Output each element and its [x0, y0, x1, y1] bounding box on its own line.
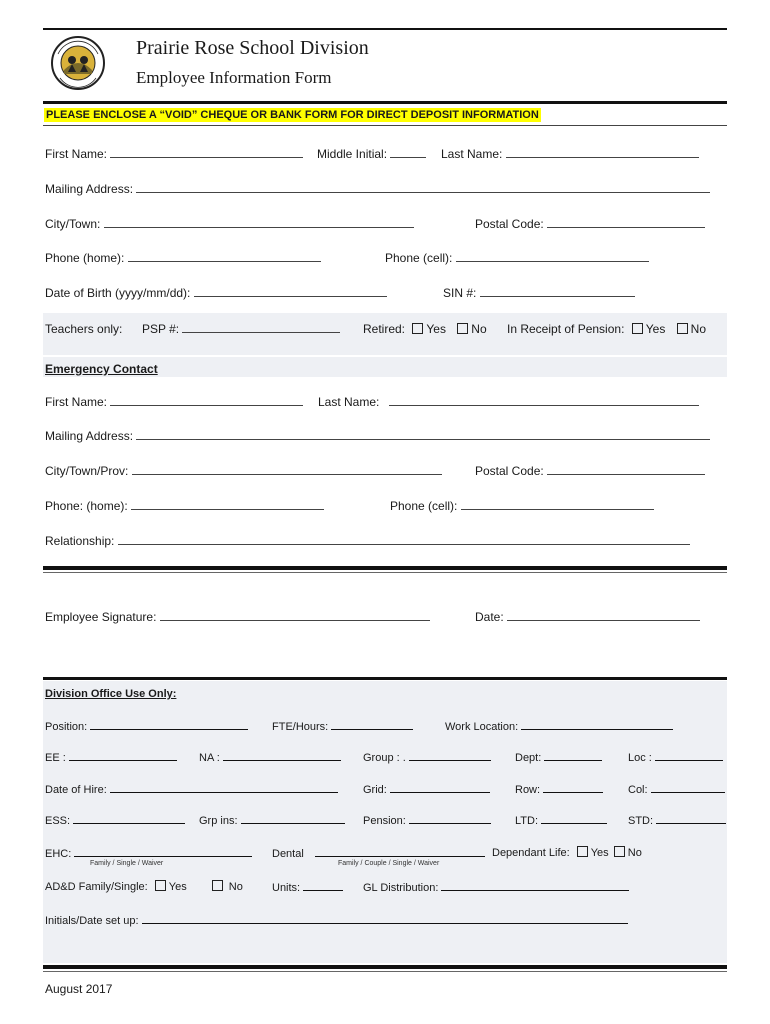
postal-code-field[interactable] [475, 217, 705, 231]
office-position-label: Position: [45, 721, 88, 733]
office-dental-hint: Family / Couple / Single / Waiver [338, 860, 440, 867]
office-pension-input[interactable] [409, 813, 491, 824]
office-ltd-label: LTD: [515, 815, 539, 827]
signature-date-label: Date: [475, 610, 504, 624]
ec-first-name-label: First Name: [45, 395, 108, 409]
office-col-label: Col: [628, 784, 648, 796]
first-name-input[interactable] [110, 147, 303, 158]
phone-cell-label: Phone (cell): [385, 251, 453, 265]
emergency-contact-heading: Emergency Contact [45, 362, 158, 376]
ec-postal-code-label: Postal Code: [475, 464, 544, 478]
office-hire-date-input[interactable] [110, 782, 338, 793]
office-rule [43, 677, 727, 680]
pension-receipt-label: In Receipt of Pension: [507, 322, 625, 336]
pension-receipt-field [507, 322, 706, 336]
office-loc-label: Loc : [628, 752, 652, 764]
first-name-label: First Name: [45, 147, 108, 161]
last-name-label: Last Name: [441, 147, 503, 161]
office-ee-input[interactable] [69, 750, 177, 761]
office-col-input[interactable] [651, 782, 725, 793]
retired-no-checkbox[interactable] [457, 323, 468, 334]
pension-no-checkbox[interactable] [677, 323, 688, 334]
ec-relationship-label: Relationship: [45, 534, 115, 548]
ec-phone-cell-input[interactable] [461, 499, 654, 510]
city-town-label: City/Town: [45, 217, 101, 231]
bottom-rule-thin [43, 971, 727, 972]
office-hire-date-label: Date of Hire: [45, 784, 107, 796]
signature-divider-thin [43, 572, 727, 573]
office-add-field [45, 880, 243, 893]
office-dental-input[interactable] [315, 846, 485, 857]
office-heading: Division Office Use Only: [45, 688, 177, 700]
office-ee-label: EE : [45, 752, 66, 764]
bottom-rule [43, 965, 727, 969]
office-std-label: STD: [628, 815, 654, 827]
office-ehc-input[interactable] [74, 846, 252, 857]
office-dependant-life-label: Dependant Life: [492, 847, 570, 859]
office-ess-field[interactable] [45, 813, 185, 827]
office-dental-label: Dental [272, 848, 304, 860]
office-grid-field[interactable] [363, 782, 490, 796]
signature-divider [43, 566, 727, 570]
ec-last-name-label: Last Name: [318, 395, 380, 409]
employee-signature-label: Employee Signature: [45, 610, 157, 624]
ec-city-input[interactable] [132, 464, 442, 475]
signature-date-field[interactable] [475, 610, 700, 624]
office-loc-field[interactable] [628, 750, 723, 764]
add-no-label: No [228, 881, 243, 893]
add-no-checkbox[interactable] [212, 880, 223, 891]
psp-input[interactable] [182, 322, 340, 333]
office-pension-label: Pension: [363, 815, 406, 827]
ec-first-name-field[interactable] [45, 395, 303, 409]
teachers-only-label: Teachers only: [45, 322, 123, 336]
office-na-field[interactable] [199, 750, 341, 764]
office-row-input[interactable] [543, 782, 603, 793]
retired-yes-checkbox[interactable] [412, 323, 423, 334]
office-grp-ins-input[interactable] [241, 813, 345, 824]
office-gl-distribution-input[interactable] [441, 880, 629, 891]
office-work-location-label: Work Location: [445, 721, 519, 733]
office-ltd-field[interactable] [515, 813, 607, 827]
ec-phone-cell-label: Phone (cell): [390, 499, 458, 513]
ec-last-name-field[interactable] [318, 395, 699, 409]
office-grid-label: Grid: [363, 784, 387, 796]
office-group-input[interactable] [409, 750, 491, 761]
office-units-field[interactable] [272, 880, 343, 894]
org-name: Prairie Rose School Division [136, 37, 369, 59]
retired-no-label: No [471, 322, 487, 336]
ec-mailing-address-label: Mailing Address: [45, 429, 134, 443]
top-rule [43, 28, 727, 30]
office-fte-input[interactable] [331, 719, 413, 730]
retired-label: Retired: [363, 322, 406, 336]
footer-date: August 2017 [45, 982, 113, 996]
form-title: Employee Information Form [136, 68, 332, 87]
office-fte-label: FTE/Hours: [272, 721, 329, 733]
office-row-field[interactable] [515, 782, 603, 796]
ec-postal-code-input[interactable] [547, 464, 705, 475]
direct-deposit-banner: PLEASE ENCLOSE A “VOID” CHEQUE OR BANK FORM FOR DIRECT DEPOSIT INFORMATION [46, 109, 539, 121]
office-initials-input[interactable] [142, 913, 628, 924]
office-position-input[interactable] [90, 719, 248, 730]
header-rule [43, 101, 727, 104]
office-hire-date-field[interactable] [45, 782, 338, 796]
ec-relationship-input[interactable] [118, 534, 690, 545]
add-yes-checkbox[interactable] [155, 880, 166, 891]
city-town-field[interactable] [45, 217, 414, 231]
office-grid-input[interactable] [390, 782, 490, 793]
middle-initial-input[interactable] [390, 147, 426, 158]
ec-relationship-field[interactable] [45, 534, 690, 548]
mailing-address-input[interactable] [136, 182, 710, 193]
office-grp-ins-label: Grp ins: [199, 815, 238, 827]
office-row-label: Row: [515, 784, 541, 796]
ec-phone-cell-field[interactable] [390, 499, 654, 513]
dob-field[interactable] [45, 286, 387, 300]
sin-label: SIN #: [443, 286, 477, 300]
office-std-field[interactable] [628, 813, 726, 827]
office-std-input[interactable] [656, 813, 726, 824]
employee-signature-input[interactable] [160, 610, 430, 621]
middle-initial-field[interactable] [317, 147, 426, 161]
postal-code-label: Postal Code: [475, 217, 544, 231]
office-ehc-label: EHC: [45, 848, 72, 860]
pension-no-label: No [690, 322, 707, 336]
office-dept-input[interactable] [544, 750, 602, 761]
pension-yes-checkbox[interactable] [632, 323, 643, 334]
ec-postal-code-field[interactable] [475, 464, 705, 478]
office-ltd-input[interactable] [541, 813, 607, 824]
dependant-life-yes-label: Yes [590, 847, 609, 859]
pension-yes-label: Yes [645, 322, 666, 336]
city-town-input[interactable] [104, 217, 414, 228]
employee-signature-field[interactable] [45, 610, 430, 624]
signature-date-input[interactable] [507, 610, 700, 621]
office-col-field[interactable] [628, 782, 725, 796]
school-division-logo-icon [50, 34, 106, 92]
dob-label: Date of Birth (yyyy/mm/dd): [45, 286, 191, 300]
sin-input[interactable] [480, 286, 635, 297]
office-na-input[interactable] [223, 750, 341, 761]
ec-phone-home-input[interactable] [131, 499, 324, 510]
office-work-location-input[interactable] [521, 719, 673, 730]
office-ess-input[interactable] [73, 813, 185, 824]
dependant-life-no-checkbox[interactable] [614, 846, 625, 857]
office-gl-distribution-label: GL Distribution: [363, 882, 439, 894]
office-ehc-hint: Family / Single / Waiver [90, 860, 164, 867]
office-fte-field[interactable] [272, 719, 413, 733]
phone-cell-field[interactable] [385, 251, 649, 265]
office-dept-field[interactable] [515, 750, 602, 764]
postal-code-input[interactable] [547, 217, 705, 228]
psp-field[interactable] [142, 322, 340, 336]
office-gl-distribution-field[interactable] [363, 880, 629, 894]
office-group-label: Group : . [363, 752, 406, 764]
office-dental-field[interactable] [272, 846, 485, 860]
office-group-field[interactable] [363, 750, 491, 764]
retired-yes-label: Yes [426, 322, 446, 336]
office-initials-field[interactable] [45, 913, 628, 927]
dependant-life-yes-checkbox[interactable] [577, 846, 588, 857]
first-name-field[interactable] [45, 147, 303, 161]
phone-home-label: Phone (home): [45, 251, 125, 265]
psp-label: PSP #: [142, 322, 180, 336]
banner-rule [43, 125, 727, 126]
dependant-life-no-label: No [627, 847, 642, 859]
office-pension-field[interactable] [363, 813, 491, 827]
office-ess-label: ESS: [45, 815, 71, 827]
add-yes-label: Yes [168, 881, 187, 893]
dob-input[interactable] [194, 286, 387, 297]
middle-initial-label: Middle Initial: [317, 147, 388, 161]
office-dept-label: Dept: [515, 752, 542, 764]
office-units-label: Units: [272, 882, 301, 894]
last-name-input[interactable] [506, 147, 699, 158]
ec-phone-home-label: Phone: (home): [45, 499, 128, 513]
office-ehc-field[interactable] [45, 846, 252, 860]
ec-last-name-input[interactable] [389, 395, 699, 406]
retired-field [363, 322, 487, 336]
office-initials-label: Initials/Date set up: [45, 915, 139, 927]
mailing-address-label: Mailing Address: [45, 182, 134, 196]
mailing-address-field[interactable] [45, 182, 710, 196]
office-loc-input[interactable] [655, 750, 723, 761]
sin-field[interactable] [443, 286, 635, 300]
last-name-field[interactable] [441, 147, 699, 161]
phone-cell-input[interactable] [456, 251, 649, 262]
office-position-field[interactable] [45, 719, 248, 733]
office-na-label: NA : [199, 752, 220, 764]
ec-phone-home-field[interactable] [45, 499, 324, 513]
ec-mailing-address-input[interactable] [136, 429, 710, 440]
office-grp-ins-field[interactable] [199, 813, 345, 827]
office-units-input[interactable] [303, 880, 343, 891]
ec-mailing-address-field[interactable] [45, 429, 710, 443]
ec-city-label: City/Town/Prov: [45, 464, 129, 478]
office-ee-field[interactable] [45, 750, 177, 764]
phone-home-field[interactable] [45, 251, 321, 265]
office-work-location-field[interactable] [445, 719, 673, 733]
ec-first-name-input[interactable] [110, 395, 303, 406]
phone-home-input[interactable] [128, 251, 321, 262]
office-add-label: AD&D Family/Single: [45, 881, 148, 893]
ec-city-field[interactable] [45, 464, 442, 478]
office-dependant-life-field [492, 846, 642, 859]
